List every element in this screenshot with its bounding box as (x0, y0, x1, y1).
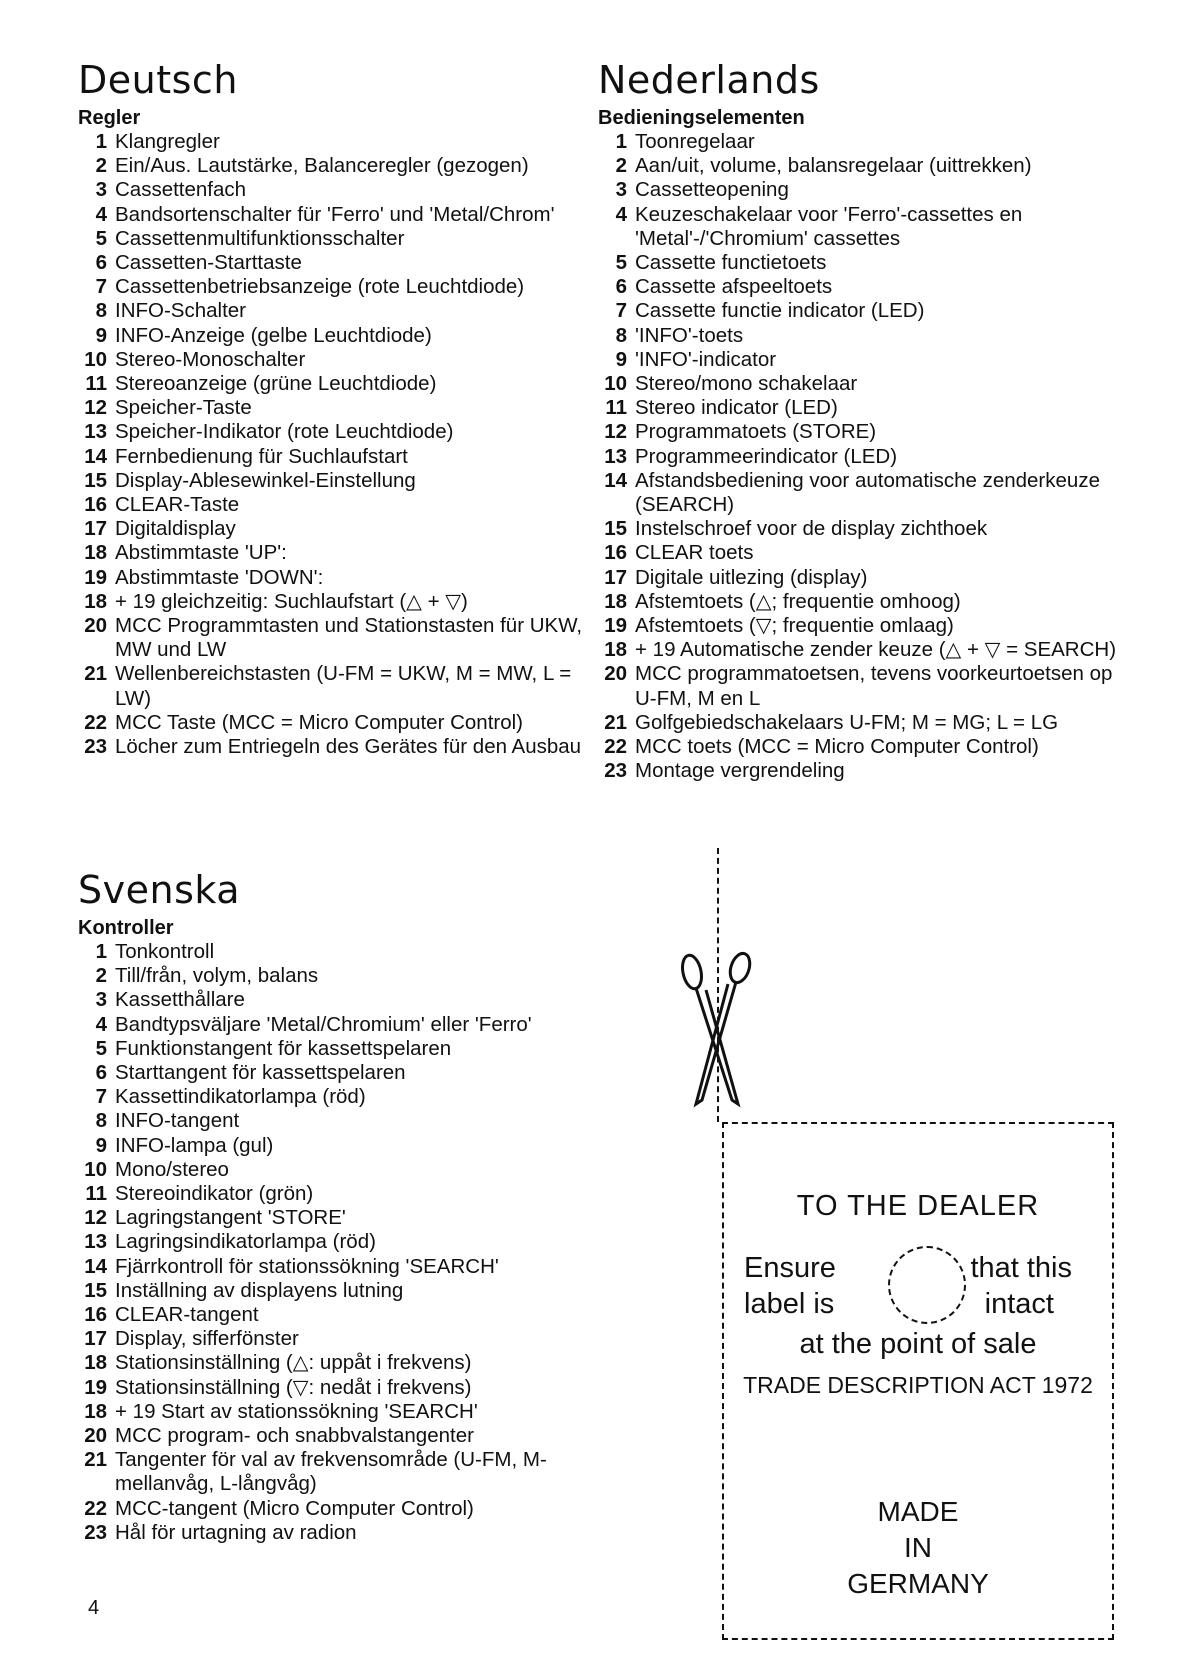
list-item (598, 469, 1138, 517)
list-item (598, 711, 1138, 735)
list-item (598, 517, 1138, 541)
list-item (78, 178, 598, 202)
list-item (78, 1182, 598, 1206)
item-number: 13 (84, 1230, 107, 1254)
list-item (78, 614, 598, 662)
item-number: 3 (95, 178, 107, 202)
list-item (598, 130, 1138, 154)
list-item (78, 541, 598, 565)
nederlands-title: Nederlands (598, 58, 820, 102)
item-text: Stereoindikator (grön) (115, 1182, 314, 1206)
item-number: 7 (615, 299, 627, 323)
dealer-point-of-sale: at the point of sale (799, 1328, 1037, 1360)
item-number: 8 (95, 299, 107, 323)
item-text: Cassettenfach (115, 178, 247, 202)
list-item (598, 324, 1138, 348)
item-number: 1 (615, 130, 627, 153)
list-item (78, 445, 598, 469)
item-text: Funktionstangent för kassettspelaren (115, 1036, 452, 1060)
svenska-column (78, 868, 598, 1545)
item-text: Abstimmtaste 'UP': (115, 541, 287, 565)
item-text: Stationsinställning (▽: nedåt i frekvens) (115, 1375, 472, 1399)
list-item (78, 988, 598, 1012)
dealer-ensure: Ensure (744, 1252, 836, 1284)
item-number: 16 (84, 1303, 107, 1327)
list-item (598, 275, 1138, 299)
item-number: 6 (615, 275, 627, 299)
list-item (78, 1279, 598, 1303)
list-item (78, 735, 598, 759)
item-number: 4 (95, 1012, 107, 1036)
item-text: Display-Ablesewinkel-Einstellung (115, 468, 416, 492)
item-text: Fjärrkontroll för stationssökning 'SEARCH' (115, 1254, 499, 1278)
item-text: MCC Taste (MCC = Micro Computer Control) (115, 710, 523, 734)
list-item (78, 1109, 598, 1133)
item-text: Hål för urtagning av radion (115, 1520, 357, 1544)
item-text: Instelschroef voor de display zichthoek (635, 517, 988, 541)
item-number: 8 (95, 1109, 107, 1133)
item-number: 22 (604, 735, 627, 759)
item-number: 4 (615, 202, 627, 226)
item-text: Aan/uit, volume, balansregelaar (uittrekken) (635, 154, 1032, 178)
item-number: 20 (604, 662, 627, 686)
item-number: 2 (615, 154, 627, 178)
item-number: 16 (604, 541, 627, 565)
item-number: 7 (95, 1085, 107, 1109)
item-text: Keuzeschakelaar voor 'Ferro'-cassettes en 'Metal'-/'Chromium' cassettes (635, 202, 1023, 250)
item-text: 'INFO'-toets (635, 323, 744, 347)
item-text: INFO-tangent (115, 1109, 240, 1133)
list-item (78, 1013, 598, 1037)
item-number: 19 (604, 614, 627, 638)
dealer-intact: intact (984, 1288, 1054, 1320)
item-number: 10 (84, 347, 107, 371)
item-text: MCC programmatoetsen, tevens voorkeurtoetsen op U-FM, M en L (635, 662, 1113, 710)
item-text: + 19 Start av stationssökning 'SEARCH' (115, 1399, 478, 1423)
item-number: 5 (95, 1036, 107, 1060)
item-number: 14 (84, 1254, 107, 1278)
item-number: 18 (604, 638, 627, 662)
item-text: Cassette functietoets (635, 251, 827, 275)
deutsch-title: Deutsch (78, 58, 238, 102)
list-item (78, 662, 598, 710)
item-text: Wellenbereichstasten (U-FM = UKW, M = MW, L = LW) (115, 662, 572, 710)
list-item (78, 1376, 598, 1400)
item-text: Bandtypsväljare 'Metal/Chromium' eller 'Ferro' (115, 1012, 532, 1036)
list-item (78, 203, 598, 227)
item-number: 10 (604, 372, 627, 396)
list-item (78, 275, 598, 299)
item-text: Mono/stereo (115, 1157, 229, 1181)
item-text: Fernbedienung für Suchlaufstart (115, 444, 408, 468)
item-text: MCC Programmtasten und Stationstasten für UKW, MW und LW (115, 614, 583, 662)
item-number: 11 (85, 1182, 107, 1206)
item-text: Digitaldisplay (115, 517, 236, 541)
item-number: 2 (95, 154, 107, 178)
list-item (598, 759, 1138, 783)
item-number: 14 (84, 444, 107, 468)
item-text: + 19 gleichzeitig: Suchlaufstart (△ + ▽) (115, 589, 468, 613)
list-item (78, 1134, 598, 1158)
list-item (78, 1158, 598, 1182)
svenska-title: Svenska (78, 868, 240, 912)
item-number: 19 (84, 565, 107, 589)
item-text: Stereoanzeige (grüne Leuchtdiode) (115, 372, 437, 396)
item-number: 2 (95, 964, 107, 988)
list-item (598, 590, 1138, 614)
list-item (78, 711, 598, 735)
list-item (78, 1521, 598, 1545)
item-number: 18 (84, 589, 107, 613)
list-item (598, 299, 1138, 323)
item-text: Cassettenmultifunktionsschalter (115, 226, 405, 250)
list-item (78, 324, 598, 348)
list-item (78, 1085, 598, 1109)
item-text: Afstandsbediening voor automatische zenderkeuze (SEARCH) (635, 468, 1100, 517)
list-item (78, 251, 598, 275)
dealer-heading: TO THE DEALER (796, 1190, 1040, 1222)
item-number: 23 (84, 735, 107, 759)
item-number: 8 (615, 323, 627, 347)
svenska-section-title: Kontroller (78, 917, 174, 939)
list-item (78, 130, 598, 154)
list-item (598, 348, 1138, 372)
list-item (78, 566, 598, 590)
item-number: 9 (95, 1133, 107, 1157)
deutsch-list (78, 130, 598, 759)
item-number: 11 (85, 372, 107, 396)
item-number: 15 (84, 468, 107, 492)
item-text: INFO-lampa (gul) (115, 1133, 274, 1157)
list-item (78, 493, 598, 517)
list-item (598, 614, 1138, 638)
list-item (78, 396, 598, 420)
svenska-list (78, 940, 598, 1545)
list-item (78, 1327, 598, 1351)
item-text: Ein/Aus. Lautstärke, Balanceregler (gezogen) (115, 154, 529, 178)
item-text: + 19 Automatische zender keuze (△ + ▽ = SEARCH) (635, 638, 1117, 662)
list-item (598, 372, 1138, 396)
item-text: Inställning av displayens lutning (115, 1278, 404, 1302)
item-number: 18 (604, 589, 627, 613)
item-number: 12 (604, 420, 627, 444)
item-text: Display, sifferfönster (115, 1327, 299, 1351)
item-text: Cassette functie indicator (LED) (635, 299, 925, 323)
item-number: 16 (84, 493, 107, 517)
list-item (598, 154, 1138, 178)
item-text: Stationsinställning (△: uppåt i frekvens) (115, 1351, 472, 1375)
item-number: 13 (604, 444, 627, 468)
list-item (78, 1206, 598, 1230)
list-item (78, 1448, 598, 1496)
list-item (598, 396, 1138, 420)
item-text: Lagringsindikatorlampa (röd) (115, 1230, 376, 1254)
list-item (598, 541, 1138, 565)
list-item (78, 154, 598, 178)
scissors-icon (676, 950, 760, 1119)
list-item (78, 940, 598, 964)
list-item (78, 1351, 598, 1375)
deutsch-section-title: Regler (78, 107, 141, 129)
item-text: INFO-Anzeige (gelbe Leuchtdiode) (115, 323, 432, 347)
item-text: MCC toets (MCC = Micro Computer Control) (635, 735, 1039, 759)
item-text: Tangenter för val av frekvensområde (U-FM, M-mellanvåg, L-långvåg) (115, 1448, 547, 1496)
item-number: 21 (84, 662, 107, 686)
item-number: 4 (95, 202, 107, 226)
item-number: 20 (84, 614, 107, 638)
item-text: MCC-tangent (Micro Computer Control) (115, 1496, 474, 1520)
list-item (78, 964, 598, 988)
item-text: Golfgebiedschakelaars U-FM; M = MG; L = LG (635, 710, 1059, 734)
item-text: Cassetteopening (635, 178, 789, 202)
item-number: 1 (95, 130, 107, 153)
list-item (598, 178, 1138, 202)
list-item (78, 1303, 598, 1327)
list-item (78, 1400, 598, 1424)
item-number: 14 (604, 468, 627, 492)
list-item (78, 469, 598, 493)
item-number: 3 (95, 988, 107, 1012)
dealer-notice (722, 1122, 1114, 1640)
item-number: 17 (604, 565, 627, 589)
item-number: 17 (84, 1327, 107, 1351)
item-number: 23 (604, 759, 627, 783)
item-text: Cassette afspeeltoets (635, 275, 833, 299)
item-text: Kassetthållare (115, 988, 245, 1012)
item-number: 3 (615, 178, 627, 202)
list-item (78, 420, 598, 444)
list-item (78, 1497, 598, 1521)
item-number: 12 (84, 396, 107, 420)
made-in-germany (724, 1494, 1112, 1602)
item-number: 22 (84, 710, 107, 734)
item-number: 12 (84, 1206, 107, 1230)
item-number: 18 (84, 1351, 107, 1375)
item-number: 1 (95, 940, 107, 963)
nederlands-section-title: Bedieningselementen (598, 107, 805, 129)
list-item (598, 251, 1138, 275)
list-item (598, 638, 1138, 662)
item-text: Starttangent för kassettspelaren (115, 1061, 406, 1085)
item-number: 5 (615, 251, 627, 275)
item-number: 7 (95, 275, 107, 299)
list-item (598, 566, 1138, 590)
item-number: 6 (95, 1061, 107, 1085)
list-item (78, 1230, 598, 1254)
nederlands-column (598, 58, 1138, 783)
item-number: 21 (84, 1448, 107, 1472)
item-number: 21 (604, 710, 627, 734)
list-item (598, 420, 1138, 444)
page-number: 4 (88, 1597, 100, 1619)
item-text: CLEAR-Taste (115, 493, 240, 517)
item-text: Afstemtoets (△; frequentie omhoog) (635, 589, 961, 613)
item-text: Programmeerindicator (LED) (635, 444, 898, 468)
item-number: 9 (615, 347, 627, 371)
item-text: Speicher-Taste (115, 396, 252, 420)
nederlands-list (598, 130, 1138, 783)
item-text: CLEAR toets (635, 541, 754, 565)
item-text: Abstimmtaste 'DOWN': (115, 565, 324, 589)
in-word: IN (904, 1532, 932, 1563)
list-item (598, 662, 1138, 710)
item-text: Cassetten-Starttaste (115, 251, 302, 275)
item-text: INFO-Schalter (115, 299, 246, 323)
item-number: 9 (95, 323, 107, 347)
item-number: 20 (84, 1424, 107, 1448)
item-text: Klangregler (115, 130, 220, 153)
item-number: 18 (84, 1399, 107, 1423)
item-text: Speicher-Indikator (rote Leuchtdiode) (115, 420, 454, 444)
item-number: 10 (84, 1157, 107, 1181)
item-text: Digitale uitlezing (display) (635, 565, 868, 589)
item-text: Kassettindikatorlampa (röd) (115, 1085, 366, 1109)
dealer-label-is: label is (744, 1288, 835, 1320)
item-text: Lagringstangent 'STORE' (115, 1206, 346, 1230)
list-item (78, 372, 598, 396)
item-number: 15 (604, 517, 627, 541)
list-item (78, 517, 598, 541)
list-item (78, 299, 598, 323)
deutsch-column (78, 58, 598, 759)
item-text: MCC program- och snabbvalstangenter (115, 1424, 474, 1448)
item-text: Stereo-Monoschalter (115, 347, 306, 371)
item-text: Montage vergrendeling (635, 759, 845, 783)
item-number: 15 (84, 1278, 107, 1302)
list-item (78, 1037, 598, 1061)
item-text: 'INFO'-indicator (635, 347, 777, 371)
item-text: Tonkontroll (115, 940, 215, 963)
list-item (78, 348, 598, 372)
item-text: Cassettenbetriebsanzeige (rote Leuchtdiode) (115, 275, 525, 299)
list-item (78, 1255, 598, 1279)
list-item (78, 1061, 598, 1085)
item-number: 6 (95, 251, 107, 275)
item-number: 18 (84, 541, 107, 565)
item-number: 22 (84, 1496, 107, 1520)
item-text: CLEAR-tangent (115, 1303, 259, 1327)
item-number: 23 (84, 1520, 107, 1544)
list-item (78, 1424, 598, 1448)
list-item (78, 590, 598, 614)
item-number: 13 (84, 420, 107, 444)
item-number: 5 (95, 226, 107, 250)
list-item (598, 445, 1138, 469)
item-text: Stereo indicator (LED) (635, 396, 838, 420)
item-number: 17 (84, 517, 107, 541)
made-word: MADE (877, 1496, 959, 1527)
item-text: Toonregelaar (635, 130, 755, 153)
list-item (78, 227, 598, 251)
item-text: Programmatoets (STORE) (635, 420, 877, 444)
item-text: Till/från, volym, balans (115, 964, 319, 988)
dealer-trade-act: TRADE DESCRIPTION ACT 1972 (743, 1372, 1093, 1398)
item-number: 11 (605, 396, 627, 420)
label-circle (888, 1246, 966, 1324)
country-word: GERMANY (847, 1568, 989, 1599)
item-text: Afstemtoets (▽; frequentie omlaag) (635, 614, 954, 638)
list-item (598, 735, 1138, 759)
item-text: Bandsortenschalter für 'Ferro' und 'Metal/Chrom' (115, 202, 555, 226)
dealer-that-this: that this (970, 1252, 1072, 1284)
item-number: 19 (84, 1375, 107, 1399)
list-item (598, 203, 1138, 251)
item-text: Stereo/mono schakelaar (635, 372, 858, 396)
item-text: Löcher zum Entriegeln des Gerätes für den Ausbau (115, 735, 582, 759)
